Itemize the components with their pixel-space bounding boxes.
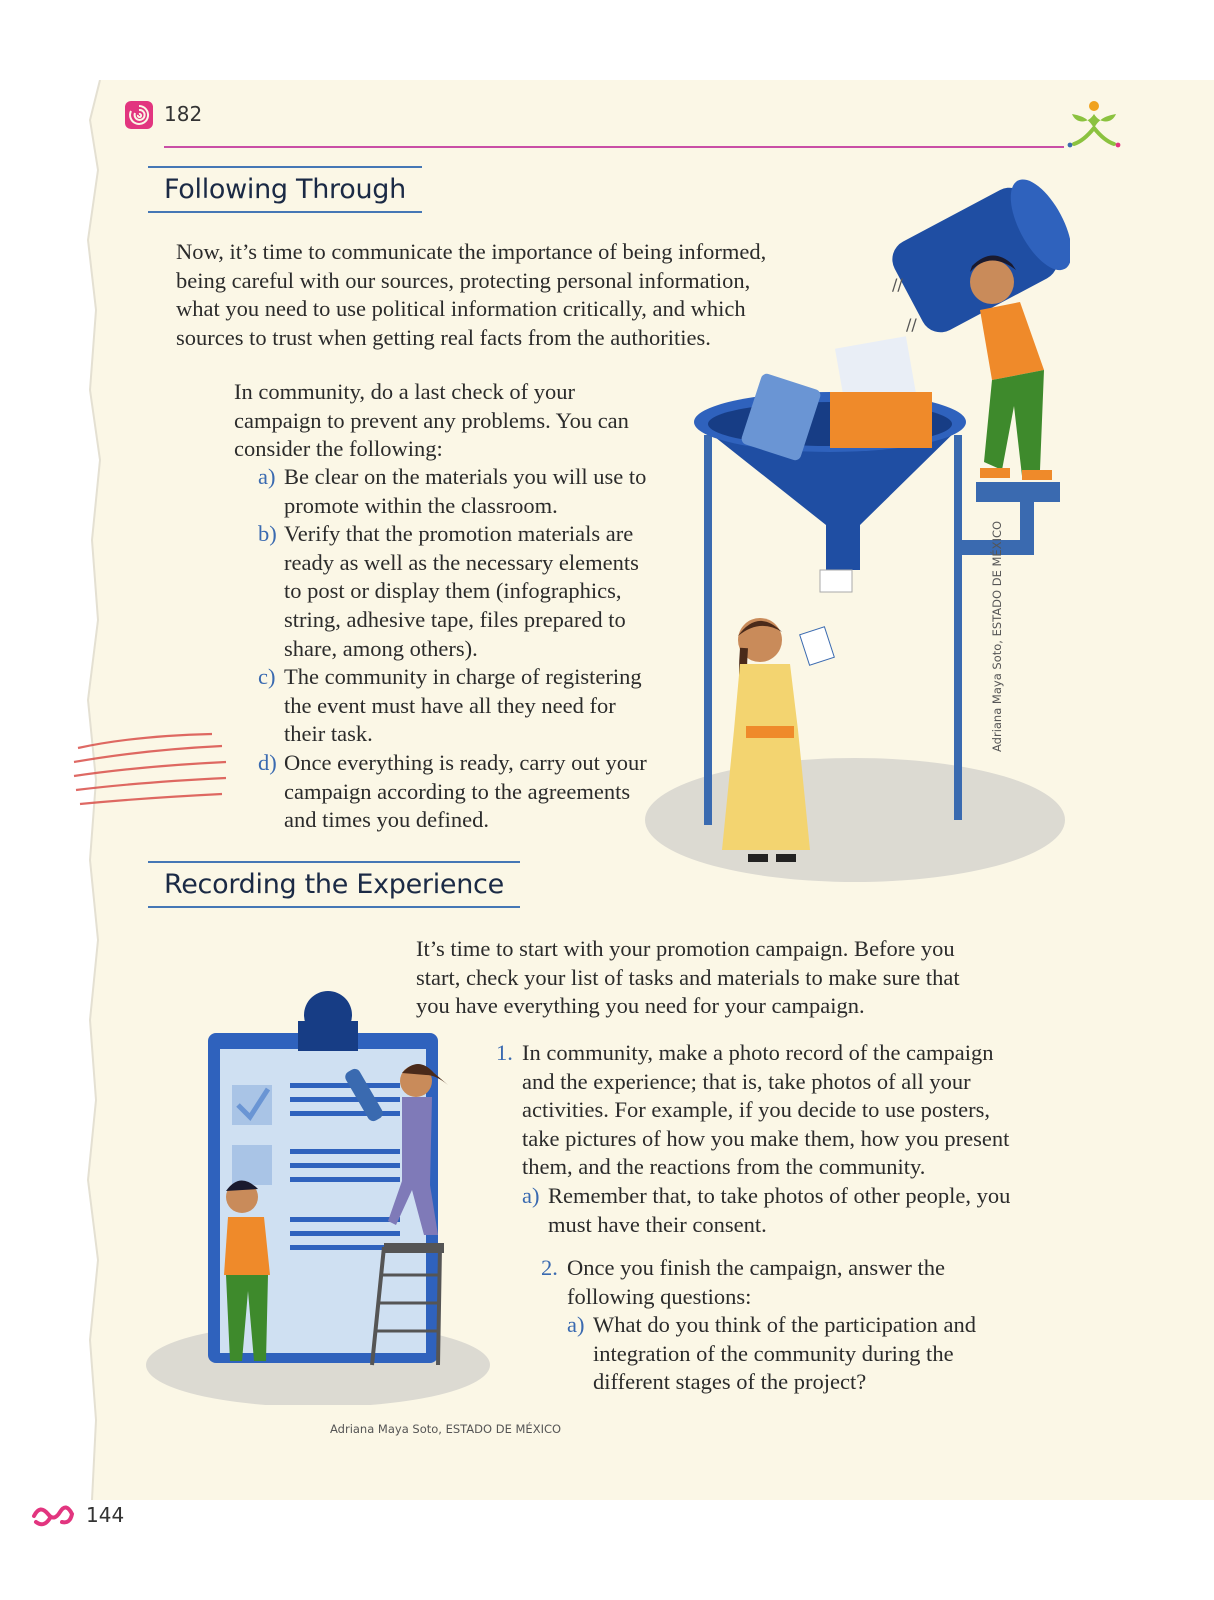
page-number-top: 182 bbox=[164, 102, 203, 126]
svg-text://: // bbox=[906, 315, 917, 334]
section-heading-recording-experience: Recording the Experience bbox=[148, 861, 520, 908]
sub-label: a) bbox=[567, 1312, 585, 1338]
step-1 bbox=[496, 1039, 1026, 1239]
funnel-illustration bbox=[640, 170, 1070, 885]
swirl-logo-icon bbox=[30, 1500, 76, 1530]
section1-lead bbox=[234, 378, 634, 464]
postmark-lines bbox=[72, 726, 232, 816]
item-label: a) bbox=[258, 464, 276, 489]
leaf-figure-logo-icon bbox=[1066, 98, 1122, 152]
intro-paragraph-2: It’s time to start with your promotion campaign. Before you start, check your list of tasks and materials to make sure that you have everything you need for your campaign. bbox=[416, 936, 960, 1018]
list-item bbox=[258, 663, 648, 749]
section2-intro bbox=[416, 935, 976, 1021]
sub-text: Remember that, to take photos of other people, you must have their consent. bbox=[548, 1182, 1011, 1237]
spiral-logo-icon bbox=[124, 100, 154, 130]
sub-text: What do you think of the participation and integration of the community during the different stages of the project? bbox=[593, 1312, 977, 1395]
item-label: c) bbox=[258, 664, 276, 690]
illustration-credit-1: Adriana Maya Soto, ESTADO DE MÉXICO bbox=[990, 520, 1004, 752]
lead-paragraph: In community, do a last check of your campaign to prevent any problems. You can consider the following: bbox=[234, 379, 629, 461]
clipboard-illustration bbox=[140, 985, 500, 1405]
sub-label: a) bbox=[522, 1182, 540, 1208]
item-text: Be clear on the materials you will use to promote within the classroom. bbox=[284, 464, 647, 518]
section-heading-following-through: Following Through bbox=[148, 166, 422, 213]
item-text: Once everything is ready, carry out your campaign according to the agreements and times you defined. bbox=[284, 749, 647, 833]
svg-text://: // bbox=[892, 275, 903, 294]
list-item bbox=[258, 520, 648, 663]
step-text: In community, make a photo record of the campaign and the experience; that is, take photos of all your activities. For example, if you decide to use posters, take pictures of how you make them, how you present them, and the reactions from the community. bbox=[522, 1040, 1010, 1180]
list-item bbox=[541, 1311, 1011, 1397]
item-text: Verify that the promotion materials are ready as well as the necessary elements to post or display them (infographics, string, adhesive tape, files prepared to share, among others). bbox=[284, 521, 639, 661]
illustration-credit-2: Adriana Maya Soto, ESTADO DE MÉXICO bbox=[330, 1422, 562, 1436]
list-item bbox=[258, 749, 648, 835]
list-item bbox=[496, 1182, 1026, 1239]
step-label: 2. bbox=[541, 1255, 558, 1280]
step-text: Once you finish the campaign, answer the following questions: bbox=[567, 1255, 946, 1309]
header-rule bbox=[164, 146, 1064, 148]
list-item bbox=[496, 1039, 1026, 1182]
step-2 bbox=[541, 1254, 1011, 1397]
checklist bbox=[258, 463, 648, 835]
list-item bbox=[541, 1254, 1011, 1311]
list-item bbox=[258, 463, 648, 520]
item-label: d) bbox=[258, 749, 277, 775]
item-label: b) bbox=[258, 521, 277, 547]
intro-paragraph: Now, it’s time to communicate the importance of being informed, being careful with our sources, protecting personal information, what you need to use political information critically, and which sources to trust when getting real facts from the authorities. bbox=[176, 239, 767, 350]
item-text: The community in charge of registering the event must have all they need for their task. bbox=[284, 664, 642, 747]
page-number-bottom: 144 bbox=[86, 1503, 125, 1527]
step-label: 1. bbox=[496, 1040, 513, 1065]
